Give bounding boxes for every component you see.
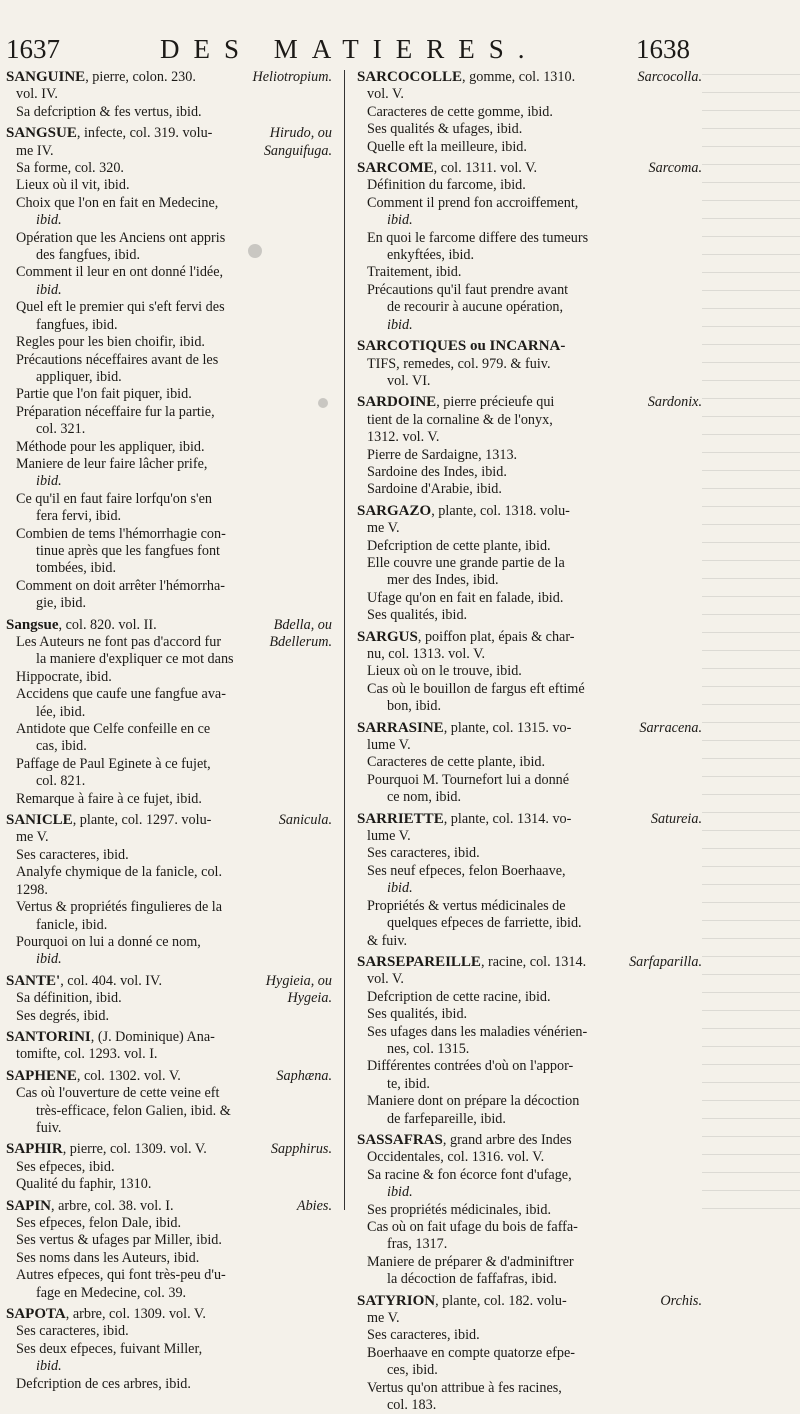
entry-text: , infecte, col. 319. volu- [76, 125, 213, 142]
headword: SAPOTA [6, 1306, 66, 1323]
entry-line: Ses deux efpeces, fuivant Miller, [16, 1340, 203, 1357]
latin-name-alt: Sanguifuga. [263, 142, 332, 159]
entry-line: ibid. [387, 316, 413, 333]
entry-line: me V. [367, 1310, 400, 1327]
entry-line: la décoction de faffafras, ibid. [387, 1271, 557, 1288]
entry-line: Traitement, ibid. [367, 264, 462, 281]
entry-line: Antidote que Celfe confeille en ce [16, 721, 211, 738]
entry-line: Précautions qu'il faut prendre avant [367, 281, 569, 298]
entry-line: Accidens que caufe une fangfue ava- [16, 686, 226, 703]
entry-head [357, 629, 702, 646]
entry-line: Pourquoi on lui a donné ce nom, [16, 933, 201, 950]
entry-line: 1298. [16, 881, 48, 898]
entry-line: fras, 1317. [387, 1236, 448, 1253]
entry-line: Pourquoi M. Tournefort lui a donné [367, 771, 570, 788]
entry-line: Sa définition, ibid. [16, 990, 122, 1007]
entry-line: Remarque à faire à ce fujet, ibid. [16, 790, 202, 807]
entry-text: , grand arbre des Indes [442, 1131, 572, 1148]
entry-line: Quel eft le premier qui s'eft fervi des [16, 299, 225, 316]
entry-line: me IV. [16, 142, 54, 159]
entry-line: bon, ibid. [387, 698, 441, 715]
entry-text: , arbre, col. 38. vol. I. [51, 1197, 174, 1214]
entry-line: Defcription de cette plante, ibid. [367, 537, 551, 554]
latin-name: Satureia. [650, 810, 702, 827]
entry-line: cas, ibid. [36, 738, 87, 755]
entry-line: Cas où on fait ufage du bois de faffa- [367, 1219, 578, 1235]
entry-line: Ses qualités & ufages, ibid. [367, 121, 523, 138]
entry-line: vol. VI. [387, 372, 431, 389]
headword: SAPIN [6, 1197, 52, 1214]
headword: SANICLE [6, 812, 73, 829]
entry-line: fage en Medecine, col. 39. [36, 1284, 187, 1301]
entry-line: Comment il prend fon accroiffement, [367, 194, 579, 211]
entry-text: , col. 1302. vol. V. [76, 1067, 181, 1084]
latin-name: Orchis. [660, 1292, 702, 1309]
entry-head [357, 1293, 702, 1310]
entry-line: mer des Indes, ibid. [387, 572, 499, 589]
entry-line: ibid. [387, 880, 413, 897]
entry-line: Qualité du faphir, 1310. [16, 1176, 152, 1193]
entry-head [357, 503, 702, 520]
entry-line: En quoi le farcome differe des tumeurs [367, 229, 589, 246]
latin-name: Sarcocolla. [637, 69, 702, 85]
index-entry [6, 1198, 332, 1302]
entry-line: Lieux où on le trouve, ibid. [367, 663, 522, 680]
entry-line: Vertus qu'on attribue à fes racines, [367, 1379, 562, 1396]
entry-line: Lieux où il vit, ibid. [16, 177, 130, 194]
entry-line: Propriétés & vertus médicinales de [367, 897, 566, 914]
entry-line: Sa defcription & fes vertus, ibid. [16, 103, 202, 120]
entry-text: , plante, col. 1314. vo- [443, 810, 572, 827]
index-entry [357, 394, 702, 498]
index-entry [6, 1029, 332, 1064]
entry-line: Ses propriétés médicinales, ibid. [367, 1201, 552, 1218]
entry-line: Ses caracteres, ibid. [16, 846, 129, 863]
entry-line: lume V. [367, 737, 411, 754]
entry-line: Vertus & propriétés fingulieres de la [16, 899, 223, 916]
entry-line: ibid. [387, 212, 413, 229]
entry-line: vol. IV. [16, 86, 58, 103]
index-entry [357, 1132, 702, 1289]
latin-name: Abies. [296, 1197, 332, 1214]
entry-line: gie, ibid. [36, 595, 87, 612]
index-entry [357, 954, 702, 1128]
index-entry [357, 1293, 702, 1414]
entry-text: , (J. Dominique) Ana- [90, 1028, 215, 1045]
entry-line: Cas où l'ouverture de cette veine eft [16, 1085, 220, 1102]
headword: SARDOINE [357, 394, 437, 411]
entry-line: Ses caracteres, ibid. [16, 1323, 129, 1340]
entry-line: Partie que l'on fait piquer, ibid. [16, 386, 192, 403]
headword: Sangsue [6, 616, 59, 633]
latin-name: Sarcoma. [648, 160, 702, 177]
headword: SARRASINE [357, 719, 444, 736]
entry-line: Maniere de préparer & d'adminiftrer [367, 1253, 574, 1270]
entry-line: Comment on doit arrêter l'hémorrha- [16, 577, 225, 594]
entry-line: Sa forme, col. 320. [16, 160, 124, 177]
latin-name: Sardonix. [647, 394, 702, 411]
entry-line: me V. [367, 520, 400, 537]
entry-text: , pierre, colon. 230. [85, 69, 196, 85]
headword: SATYRION [357, 1292, 436, 1309]
running-title: DES MATIERES. [160, 34, 539, 64]
entry-text: , plante, col. 1297. volu- [72, 812, 212, 829]
entry-text: , plante, col. 182. volu- [435, 1292, 567, 1309]
entry-line: Analyfe chymique de la fanicle, col. [16, 864, 223, 881]
entry-head [6, 1306, 332, 1323]
entry-line: Ses efpeces, felon Dale, ibid. [16, 1215, 182, 1231]
entry-line: nes, col. 1315. [387, 1040, 470, 1057]
entry-line: enkyftées, ibid. [387, 247, 475, 264]
index-entry [357, 503, 702, 625]
entry-line: Méthode pour les appliquer, ibid. [16, 438, 205, 455]
entry-line: de farfepareille, ibid. [387, 1110, 506, 1127]
latin-name: Saphæna. [276, 1067, 332, 1084]
entry-line: ibid. [36, 951, 62, 968]
index-entry [6, 125, 332, 612]
entry-text: , col. 1311. vol. V. [433, 160, 538, 177]
entry-line: TIFS, remedes, col. 979. & fuiv. [367, 355, 551, 372]
entry-line: ibid. [387, 1184, 413, 1201]
latin-name: Sarracena. [639, 719, 702, 736]
entry-line: Defcription de cette racine, ibid. [367, 988, 551, 1005]
entry-line: Précautions néceffaires avant de les [16, 351, 219, 368]
headword: SANGUINE [6, 69, 86, 85]
index-entry [357, 338, 702, 390]
entry-text: , gomme, col. 1310. [462, 69, 576, 85]
entry-line: Maniere dont on prépare la décoction [367, 1093, 580, 1110]
entry-line: Maniere de leur faire lâcher prife, [16, 455, 208, 472]
entry-head [6, 1029, 332, 1046]
entry-line: Elle couvre une grande partie de la [367, 554, 565, 571]
latin-name: Sarfaparilla. [629, 953, 702, 970]
entry-text: , pierre précieufe qui [436, 394, 555, 411]
entry-line: Ses noms dans les Auteurs, ibid. [16, 1249, 200, 1266]
entry-line: Caracteres de cette plante, ibid. [367, 754, 546, 771]
entry-line: lée, ibid. [36, 703, 86, 720]
entry-line: fanicle, ibid. [36, 916, 108, 933]
index-entry [6, 1306, 332, 1393]
entry-line: 1312. vol. V. [367, 429, 440, 446]
index-entry [6, 69, 332, 121]
entry-text: , arbre, col. 1309. vol. V. [65, 1306, 206, 1323]
entry-line: Ses qualités, ibid. [367, 607, 468, 624]
entry-text: , pierre, col. 1309. vol. V. [62, 1141, 207, 1158]
entry-line: col. 321. [36, 421, 86, 438]
entry-line: ibid. [36, 1358, 62, 1375]
entry-line: des fangfues, ibid. [36, 247, 141, 264]
entry-text: , plante, col. 1315. vo- [443, 719, 572, 736]
entry-line: très-efficace, felon Galien, ibid. & [36, 1102, 231, 1119]
entry-line: Occidentales, col. 1316. vol. V. [367, 1149, 545, 1166]
headword: SAPHENE [6, 1067, 77, 1084]
index-entry [357, 720, 702, 807]
entry-line: Opération que les Anciens ont appris [16, 229, 226, 246]
index-entry [6, 973, 332, 1025]
entry-line: Différentes contrées d'où on l'appor- [367, 1058, 574, 1075]
entry-line: Regles pour les bien choifir, ibid. [16, 334, 205, 351]
entry-text: , poiffon plat, épais & char- [417, 628, 575, 645]
entry-line: ibid. [36, 473, 62, 490]
entry-line: Ses neuf efpeces, felon Boerhaave, [367, 862, 566, 879]
entry-line: ibid. [36, 281, 62, 298]
entry-line: Comment il leur en ont donné l'idée, [16, 264, 224, 281]
entry-line: col. 183. [387, 1397, 437, 1414]
entry-line: fangfues, ibid. [36, 316, 118, 333]
column-rule [344, 70, 345, 1210]
right-column [357, 69, 702, 1414]
entry-line: Quelle eft la meilleure, ibid. [367, 138, 527, 155]
entry-line: Caracteres de cette gomme, ibid. [367, 103, 553, 120]
entry-line: Ses efpeces, ibid. [16, 1158, 115, 1175]
entry-line: te, ibid. [387, 1075, 430, 1092]
entry-line: Choix que l'on en fait en Medecine, [16, 194, 219, 211]
entry-line: la maniere d'expliquer ce mot dans [36, 651, 234, 668]
entry-line: Préparation néceffaire fur la partie, [16, 403, 215, 420]
entry-text: , col. 404. vol. IV. [60, 972, 162, 989]
entry-line: Combien de tems l'hémorrhagie con- [16, 525, 226, 542]
entry-line: ces, ibid. [387, 1362, 438, 1379]
headword: SARCOCOLLE [357, 69, 463, 85]
page-number-left: 1637 [6, 34, 60, 64]
entry-line: Ses caracteres, ibid. [367, 845, 480, 862]
headword: SARCOME [357, 160, 434, 177]
entry-line: quelques efpeces de farriette, ibid. [387, 915, 582, 932]
headword: SARGAZO [357, 502, 432, 519]
entry-line: & fuiv. [367, 932, 408, 949]
latin-name: Hygieia, ou [265, 972, 332, 989]
entry-line: me V. [16, 829, 49, 846]
entry-head [357, 1132, 702, 1149]
latin-name: Hirudo, ou [269, 125, 332, 142]
entry-line: appliquer, ibid. [36, 368, 122, 385]
entry-line: Ce qu'il en faut faire lorfqu'on s'en [16, 490, 212, 507]
entry-text: , racine, col. 1314. [480, 953, 587, 970]
entry-text: , col. 820. vol. II. [58, 616, 157, 633]
headword: SARGUS [357, 628, 418, 645]
entry-line: Boerhaave en compte quatorze efpe- [367, 1344, 575, 1361]
entry-head [357, 338, 702, 355]
headword: SASSAFRAS [357, 1131, 443, 1148]
latin-name: Sanicula. [278, 812, 332, 829]
headword: SARCOTIQUES ou INCARNA- [357, 338, 566, 355]
headword: SANTORINI [6, 1028, 91, 1045]
headword: SARSEPAREILLE [357, 953, 481, 970]
index-entry [357, 160, 702, 334]
index-entry [357, 629, 702, 716]
entry-line: Ufage qu'on en fait en falade, ibid. [367, 589, 564, 606]
entry-line: tomifte, col. 1293. vol. I. [16, 1046, 158, 1063]
entry-line: Ses degrés, ibid. [16, 1007, 109, 1024]
entry-line: Sardoine des Indes, ibid. [367, 463, 507, 480]
headword: SANGSUE [6, 125, 77, 142]
entry-line: vol. V. [367, 86, 404, 103]
index-entry [357, 811, 702, 950]
latin-name-alt: Hygeia. [287, 990, 332, 1007]
entry-head [6, 1198, 332, 1215]
headword: SAPHIR [6, 1141, 63, 1158]
latin-name: Heliotropium. [252, 69, 332, 85]
entry-line: tinue après que les fangfues font [36, 542, 220, 559]
headword: SANTE' [6, 972, 61, 989]
entry-line: Ses qualités, ibid. [367, 1006, 468, 1023]
entry-line: ce nom, ibid. [387, 789, 462, 806]
entry-line: Pierre de Sardaigne, 1313. [367, 446, 518, 463]
latin-name-alt: Bdellerum. [269, 633, 332, 650]
entry-line: Cas où le bouillon de fargus eft eftimé [367, 680, 585, 697]
latin-name: Bdella, ou [273, 616, 332, 633]
entry-line: de recourir à aucune opération, [387, 299, 564, 316]
entry-line: Sardoine d'Arabie, ibid. [367, 481, 502, 498]
entry-line: Ses caracteres, ibid. [367, 1327, 480, 1344]
entry-line: vol. V. [367, 971, 404, 988]
running-header [0, 30, 800, 70]
entry-line: Defcription de ces arbres, ibid. [16, 1375, 191, 1392]
index-entry [357, 69, 702, 156]
entry-line: Sa racine & fon écorce font d'ufage, [367, 1166, 572, 1183]
index-entry [6, 812, 332, 969]
entry-line: lume V. [367, 828, 411, 845]
left-column [6, 69, 332, 1392]
headword: SARRIETTE [357, 810, 444, 827]
entry-line: ibid. [36, 212, 62, 229]
entry-line: col. 821. [36, 773, 86, 790]
index-entry [6, 1141, 332, 1193]
page-number-right: 1638 [636, 34, 690, 64]
entry-line: fuiv. [36, 1119, 62, 1136]
entry-line: fera fervi, ibid. [36, 508, 122, 525]
entry-line: Hippocrate, ibid. [16, 668, 112, 685]
latin-name: Sapphirus. [270, 1141, 332, 1158]
entry-line: tombées, ibid. [36, 560, 116, 577]
index-entry [6, 1068, 332, 1138]
entry-line: Paffage de Paul Eginete à ce fujet, [16, 755, 211, 772]
bleed-through [702, 60, 800, 1210]
entry-line: tient de la cornaline & de l'onyx, [367, 411, 553, 428]
entry-line: Ses ufages dans les maladies vénérien- [367, 1023, 588, 1040]
entry-line: Autres efpeces, qui font très-peu d'u- [16, 1267, 226, 1284]
entry-line: Ses vertus & ufages par Miller, ibid. [16, 1232, 222, 1249]
entry-line: Les Auteurs ne font pas d'accord fur [16, 634, 222, 650]
index-entry [6, 617, 332, 808]
entry-line: nu, col. 1313. vol. V. [367, 646, 486, 662]
entry-text: , plante, col. 1318. volu- [431, 502, 570, 519]
entry-line: Définition du farcome, ibid. [367, 177, 526, 194]
